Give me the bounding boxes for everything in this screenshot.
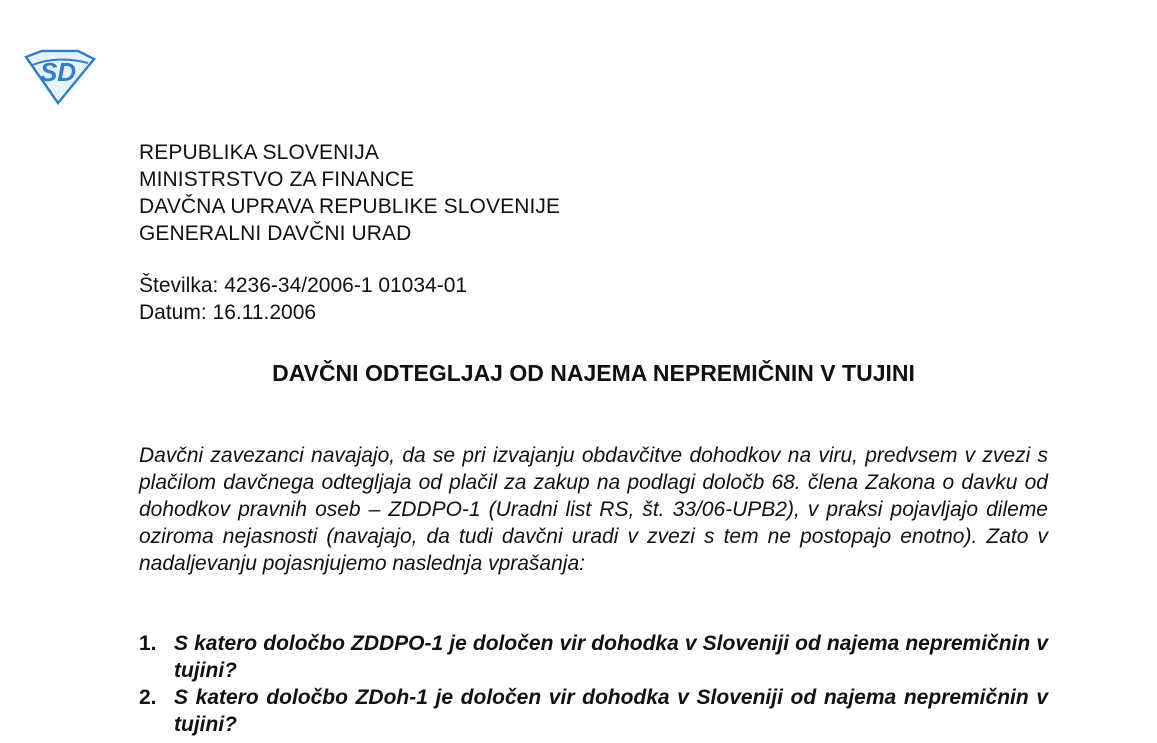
sd-diamond-logo-icon (22, 49, 96, 105)
intro-paragraph: Davčni zavezanci navajajo, da se pri izvajanju obdavčitve dohodkov na viru, predvsem v zvezi s plačilom davčnega odtegljaja od plačil za zakup na podlagi določb 68. člena Zakona o davku od dohodkov pravnih oseb – ZDDPO-1 (Uradni list RS, št. 33/06-UPB2), v praksi pojavljajo dileme oziroma nejasnosti (navajajo, da tudi davčni uradi v zvezi s tem ne postopajo enotno). Zato v nadaljevanju pojasnjujemo naslednja vprašanja: (139, 444, 1048, 575)
logo-text: SD (39, 57, 77, 87)
question-item (139, 630, 1048, 684)
document-date: Datum: 16.11.2006 (139, 301, 317, 324)
questions-list (139, 630, 1048, 738)
question-text: S katero določbo ZDDPO-1 je določen vir dohodka v Sloveniji od najema nepremičnin v tujini? (174, 632, 1048, 682)
question-item (139, 684, 1048, 738)
document-number: Številka: 4236-34/2006-1 01034-01 (139, 274, 468, 297)
header-line: REPUBLIKA SLOVENIJA (139, 141, 379, 164)
header-line: MINISTRSTVO ZA FINANCE (139, 168, 415, 191)
question-number: 2. (139, 686, 157, 709)
document-meta (139, 272, 467, 326)
issuer-header (139, 139, 560, 247)
header-line: DAVČNA UPRAVA REPUBLIKE SLOVENIJE (139, 195, 561, 218)
question-number: 1. (139, 632, 157, 655)
document-title: DAVČNI ODTEGLJAJ OD NAJEMA NEPREMIČNIN V TUJINI (272, 360, 915, 386)
question-text: S katero določbo ZDoh-1 je določen vir dohodka v Sloveniji od najema nepremičnin v tujini? (174, 686, 1048, 736)
logo (22, 49, 96, 105)
header-line: GENERALNI DAVČNI URAD (139, 222, 412, 245)
